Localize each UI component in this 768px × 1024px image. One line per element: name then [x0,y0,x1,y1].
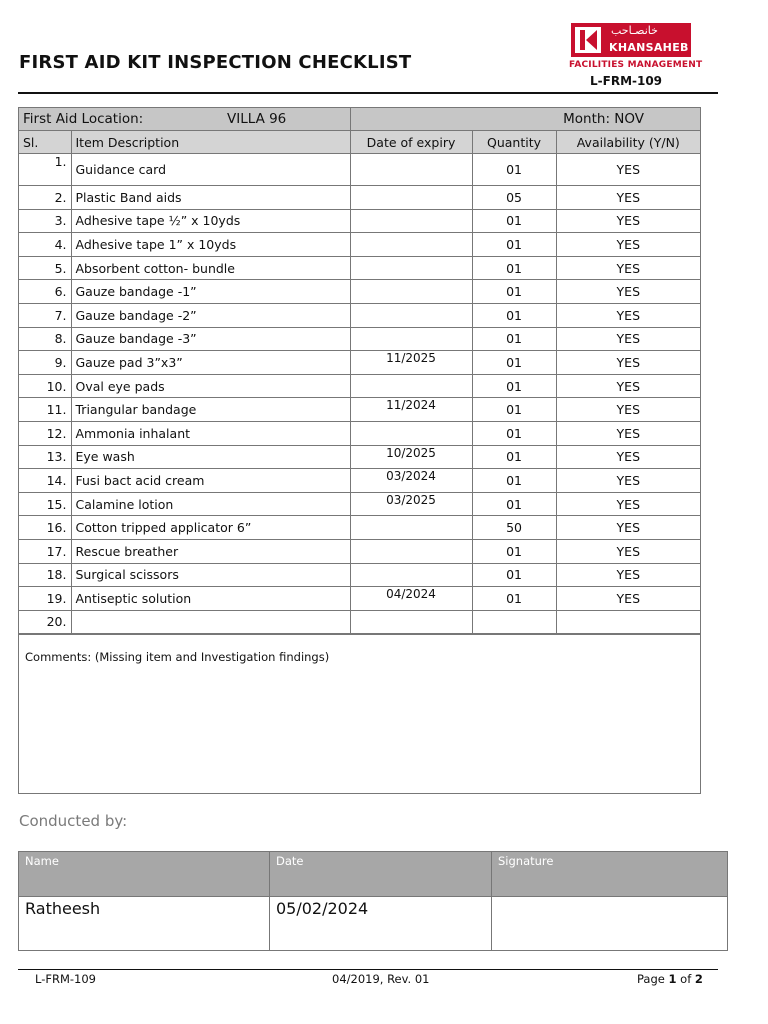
row-sl: 2. [19,186,71,210]
row-sl: 17. [19,539,71,563]
page-total: 2 [694,972,703,986]
row-item-description: Oval eye pads [71,374,350,398]
row-item-description: Rescue breather [71,539,350,563]
row-availability: YES [556,209,700,233]
row-quantity: 01 [472,374,556,398]
page-title: FIRST AID KIT INSPECTION CHECKLIST [19,52,412,73]
row-sl: 20. [19,610,71,634]
row-expiry-date [350,563,472,587]
row-expiry-date [350,327,472,351]
checklist-row [19,327,700,351]
checklist-row [19,233,700,257]
row-expiry-date: 11/2025 [350,351,472,375]
month-cell [350,108,700,131]
row-expiry-date [350,280,472,304]
row-item-description: Fusi bact acid cream [71,469,350,493]
comments-label: Comments: (Missing item and Investigation findings) [25,650,330,665]
row-sl: 9. [19,351,71,375]
form-code: L-FRM-109 [590,74,663,88]
checklist-row [19,445,700,469]
row-availability: YES [556,351,700,375]
row-availability: YES [556,186,700,210]
row-sl: 19. [19,587,71,611]
page-prefix: Page [637,972,665,986]
row-item-description: Gauze bandage -3” [71,327,350,351]
signature-value-row [19,897,728,951]
row-availability: YES [556,303,700,327]
row-quantity: 01 [472,492,556,516]
row-quantity: 01 [472,303,556,327]
checklist-row [19,492,700,516]
row-availability: YES [556,256,700,280]
row-expiry-date [350,154,472,186]
row-quantity: 05 [472,186,556,210]
checklist-row [19,256,700,280]
row-expiry-date [350,421,472,445]
checklist-row [19,303,700,327]
row-expiry-date [350,233,472,257]
footer-page-number [637,972,703,986]
row-expiry-date [350,303,472,327]
row-quantity: 01 [472,398,556,422]
checklist-row [19,539,700,563]
row-quantity: 01 [472,327,556,351]
logo-arabic-text: خانصـاحب [611,24,658,37]
row-sl: 7. [19,303,71,327]
row-availability: YES [556,469,700,493]
row-quantity: 01 [472,209,556,233]
row-quantity: 01 [472,469,556,493]
row-quantity: 01 [472,563,556,587]
row-expiry-date [350,256,472,280]
row-item-description: Gauze bandage -2” [71,303,350,327]
checklist-row [19,186,700,210]
checklist-row [19,374,700,398]
checklist-row [19,516,700,540]
row-item-description: Gauze bandage -1” [71,280,350,304]
row-availability: YES [556,280,700,304]
row-item-description: Calamine lotion [71,492,350,516]
row-expiry-date [350,539,472,563]
row-sl: 10. [19,374,71,398]
checklist-sheet [18,107,701,794]
row-item-description: Surgical scissors [71,563,350,587]
row-quantity: 50 [472,516,556,540]
row-availability: YES [556,563,700,587]
date-label: Date [270,852,492,897]
row-quantity [472,610,556,634]
checklist-row [19,351,700,375]
row-availability [556,610,700,634]
date-field[interactable]: 05/02/2024 [270,897,492,951]
row-item-description: Absorbent cotton- bundle [71,256,350,280]
footer-divider [18,969,718,970]
row-sl: 8. [19,327,71,351]
col-header-quantity: Quantity [472,131,556,154]
row-quantity: 01 [472,445,556,469]
checklist-row [19,421,700,445]
conducted-by-table [18,851,728,951]
name-field[interactable]: Ratheesh [19,897,270,951]
comments-box [19,634,700,793]
month-value: Month: NOV [563,111,645,127]
checklist-row [19,469,700,493]
row-sl: 16. [19,516,71,540]
row-availability: YES [556,539,700,563]
row-sl: 11. [19,398,71,422]
row-item-description: Eye wash [71,445,350,469]
row-availability: YES [556,492,700,516]
row-quantity: 01 [472,421,556,445]
footer-revision: 04/2019, Rev. 01 [332,972,430,986]
name-label: Name [19,852,270,897]
logo-name: KHANSAHEB [609,41,689,54]
row-quantity: 01 [472,256,556,280]
signature-header-row [19,852,728,897]
row-quantity: 01 [472,280,556,304]
row-availability: YES [556,398,700,422]
checklist-row [19,398,700,422]
location-cell [19,108,350,131]
conducted-by-heading: Conducted by: [19,812,128,830]
row-sl: 18. [19,563,71,587]
company-logo [571,23,691,57]
row-item-description: Adhesive tape ½” x 10yds [71,209,350,233]
row-availability: YES [556,516,700,540]
checklist-row [19,154,700,186]
row-item-description: Cotton tripped applicator 6” [71,516,350,540]
checklist-row [19,563,700,587]
logo-tagline: FACILITIES MANAGEMENT [569,60,703,70]
checklist-table [19,108,700,634]
location-label: First Aid Location: [23,111,144,127]
col-header-expiry: Date of expiry [350,131,472,154]
row-item-description: Antiseptic solution [71,587,350,611]
row-availability: YES [556,445,700,469]
col-header-sl: Sl. [19,131,71,154]
row-availability: YES [556,421,700,445]
row-expiry-date [350,516,472,540]
row-quantity: 01 [472,233,556,257]
row-item-description: Adhesive tape 1” x 10yds [71,233,350,257]
row-item-description: Triangular bandage [71,398,350,422]
footer-form-code: L-FRM-109 [35,972,96,986]
row-sl: 15. [19,492,71,516]
row-expiry-date [350,374,472,398]
row-availability: YES [556,374,700,398]
row-sl: 13. [19,445,71,469]
row-quantity: 01 [472,351,556,375]
row-sl: 14. [19,469,71,493]
row-expiry-date: 10/2025 [350,445,472,469]
row-item-description: Plastic Band aids [71,186,350,210]
signature-label: Signature [492,852,728,897]
row-expiry-date: 03/2025 [350,492,472,516]
page-num: 1 [668,972,677,986]
checklist-row [19,209,700,233]
checklist-row [19,587,700,611]
row-expiry-date: 11/2024 [350,398,472,422]
col-header-availability: Availability (Y/N) [556,131,700,154]
row-quantity: 01 [472,154,556,186]
checklist-row [19,610,700,634]
row-sl: 3. [19,209,71,233]
row-sl: 5. [19,256,71,280]
column-header-row [19,131,700,154]
row-quantity: 01 [472,539,556,563]
location-row [19,108,700,131]
row-expiry-date [350,186,472,210]
page-of: of [680,972,692,986]
logo-k-icon [575,27,601,53]
row-item-description: Ammonia inhalant [71,421,350,445]
row-expiry-date: 04/2024 [350,587,472,611]
checklist-row [19,280,700,304]
signature-field[interactable] [492,897,728,951]
row-item-description: Guidance card [71,154,350,186]
row-sl: 1. [19,154,71,186]
header-divider [18,92,718,94]
row-sl: 4. [19,233,71,257]
col-header-item: Item Description [71,131,350,154]
row-expiry-date [350,610,472,634]
row-sl: 6. [19,280,71,304]
row-item-description: Gauze pad 3”x3” [71,351,350,375]
row-expiry-date [350,209,472,233]
row-availability: YES [556,233,700,257]
location-value: VILLA 96 [227,111,287,127]
row-availability: YES [556,587,700,611]
row-sl: 12. [19,421,71,445]
row-expiry-date: 03/2024 [350,469,472,493]
row-item-description [71,610,350,634]
row-quantity: 01 [472,587,556,611]
row-availability: YES [556,327,700,351]
row-availability: YES [556,154,700,186]
